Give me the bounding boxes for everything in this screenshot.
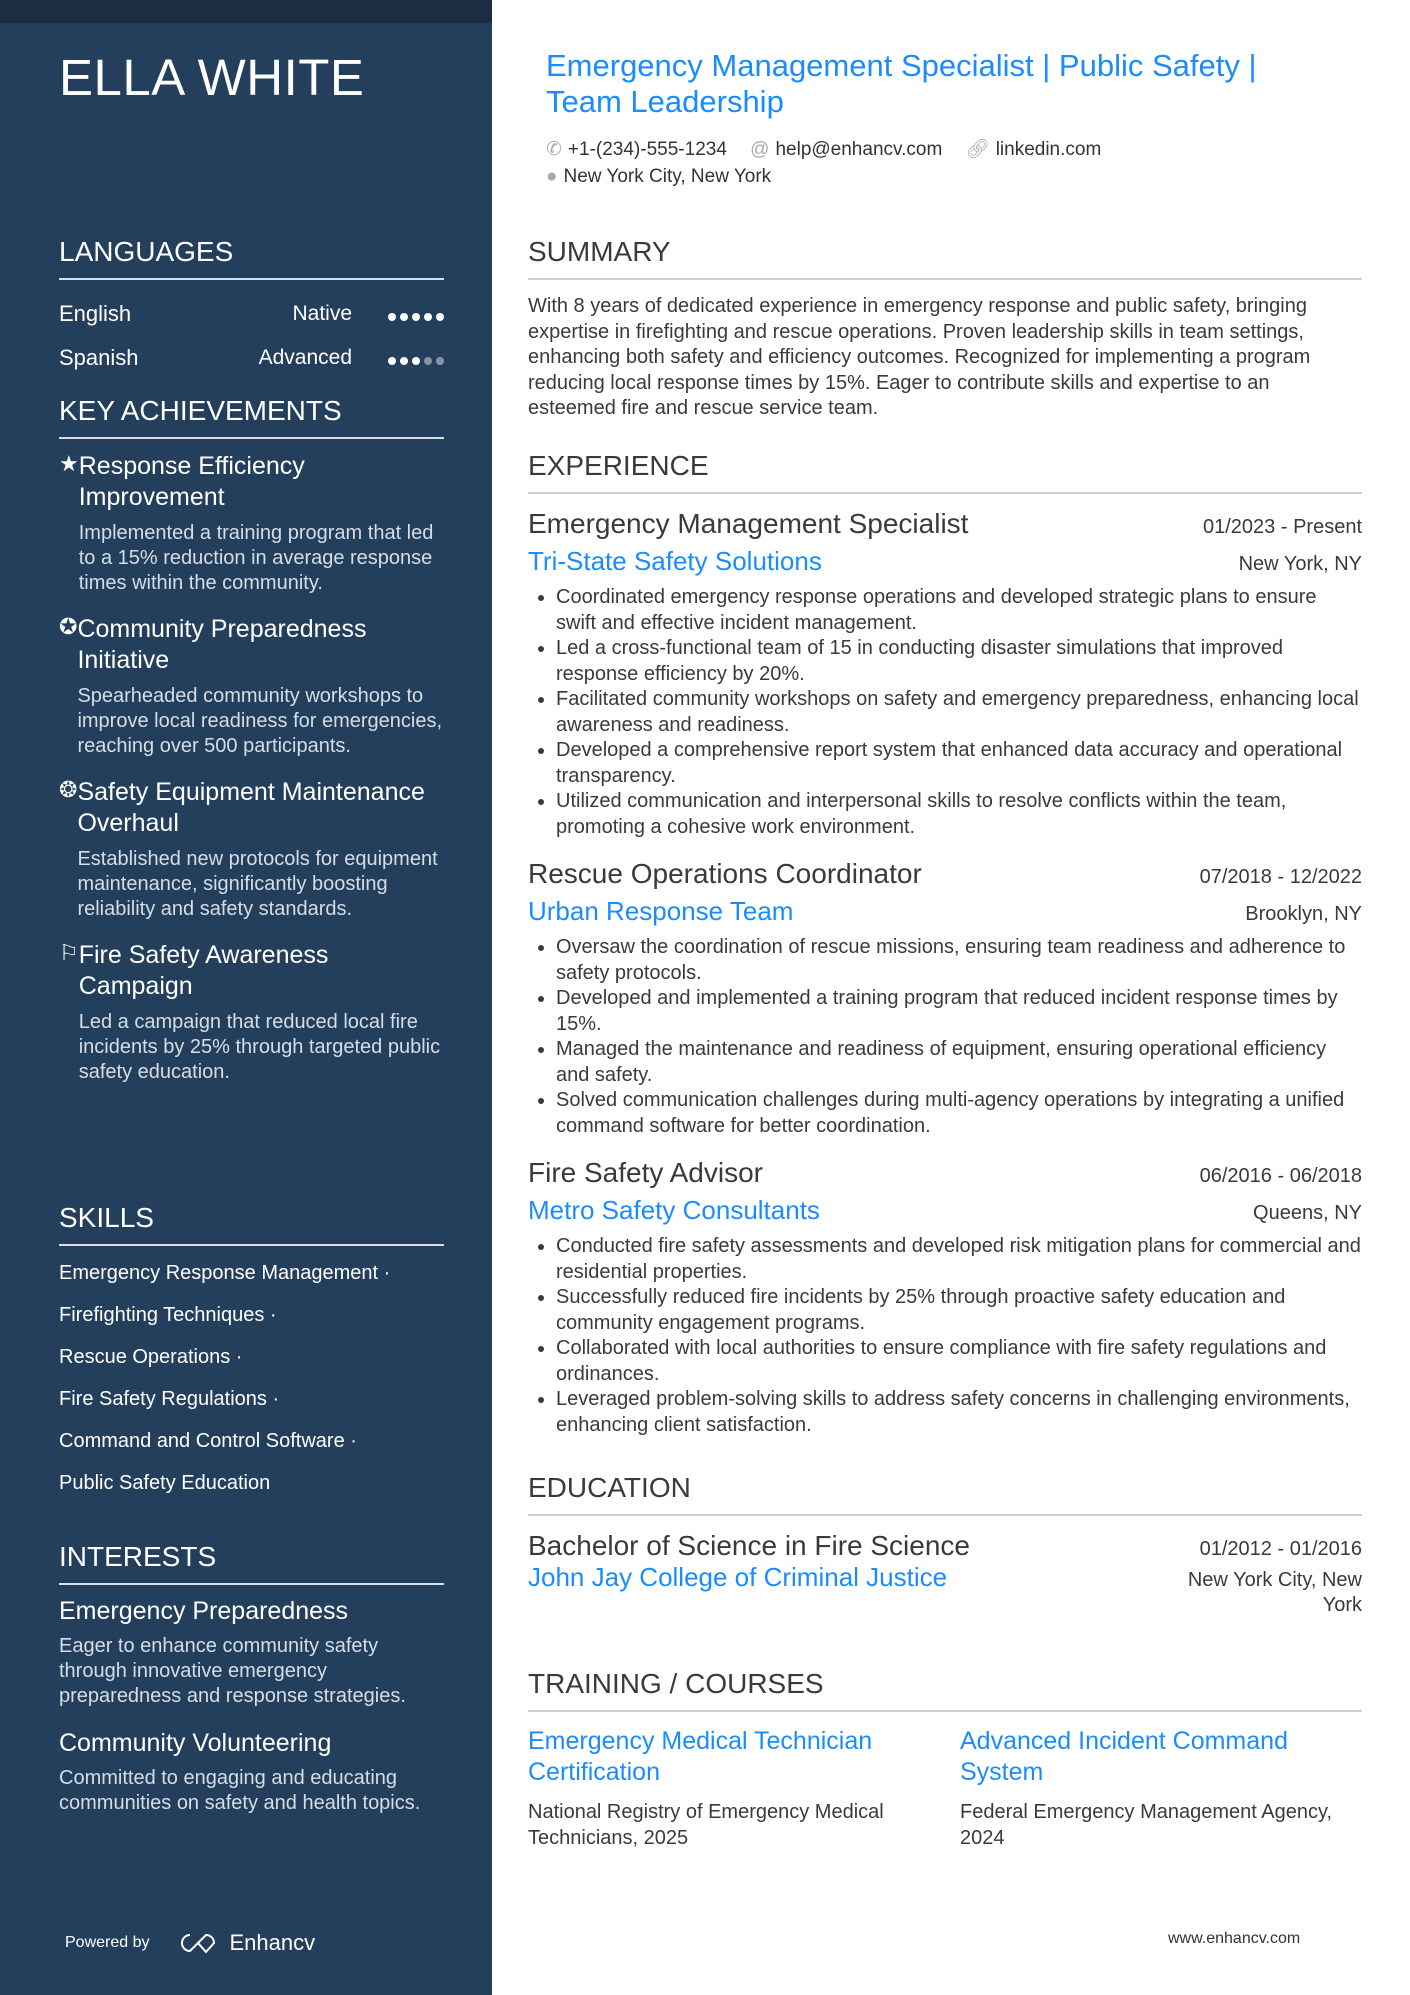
bullet-item: • Oversaw the coordination of rescue missions, ensuring team readiness and adherence to safety protocols. (556, 935, 1362, 986)
job-bullets (528, 585, 1362, 840)
summary-section (528, 236, 1362, 422)
training-section (528, 1668, 1362, 1851)
skill-item: Command and Control Software · (59, 1430, 357, 1452)
phone[interactable] (546, 139, 727, 160)
course-provider: National Registry of Emergency Medical Technicians, 2025 (528, 1801, 884, 1849)
job-bullets (528, 1234, 1362, 1438)
dot-icon (412, 357, 420, 365)
company-name: Metro Safety Consultants (528, 1195, 820, 1225)
star-icon: ★ (59, 451, 79, 476)
brand-name: Enhancv (229, 1930, 316, 1955)
bullet-item: • Coordinated emergency response operations and developed strategic plans to ensure swift and effective incident management. (556, 585, 1362, 636)
infinity-heart-icon (176, 1931, 222, 1955)
achievement-desc: Implemented a training program that led to a 15% reduction in average response times within the community. (78, 522, 434, 594)
section-title: EDUCATION (528, 1472, 1362, 1516)
achievement-title: Fire Safety Awareness Campaign (78, 941, 329, 1000)
location-pin-icon: ● (546, 166, 558, 187)
bullet-item: • Conducted fire safety assessments and developed risk mitigation plans for commercial and residential properties. (556, 1234, 1362, 1285)
link[interactable] (966, 139, 1102, 160)
language-item (59, 336, 444, 380)
section-title: INTERESTS (59, 1541, 444, 1585)
job-location: Queens, NY (1253, 1202, 1362, 1224)
job-bullets (528, 935, 1362, 1139)
section-title: EXPERIENCE (528, 450, 1362, 494)
job-title: Fire Safety Advisor (528, 1157, 763, 1188)
bullet-item: • Successfully reduced fire incidents by 25% through proactive safety education and community engagement programs. (556, 1285, 1362, 1336)
interest-desc: Committed to engaging and educating communities on safety and health topics. (59, 1767, 421, 1814)
course-provider: Federal Emergency Management Agency, 2024 (960, 1801, 1333, 1849)
dot-icon (400, 313, 408, 321)
job-entry (528, 858, 1362, 1139)
skill-item: Rescue Operations · (59, 1346, 243, 1368)
section-title: KEY ACHIEVEMENTS (59, 395, 444, 439)
at-icon: @ (750, 139, 770, 160)
flag-icon: ⚐ (59, 940, 79, 965)
dot-icon (400, 357, 408, 365)
bullet-item: • Facilitated community workshops on safety and emergency preparedness, enhancing local awareness and readiness. (556, 687, 1362, 738)
interest-desc: Eager to enhance community safety through innovative emergency preparedness and response strategies. (59, 1635, 406, 1707)
job-dates: 07/2018 - 12/2022 (1199, 866, 1362, 888)
bullet-item: • Managed the maintenance and readiness of equipment, ensuring operational efficiency and safety. (556, 1037, 1362, 1088)
job-dates: 01/2023 - Present (1203, 516, 1362, 538)
edu-location: New York City, New York (1187, 1569, 1362, 1616)
skill-item: Emergency Response Management · (59, 1262, 391, 1284)
language-name: Spanish (59, 345, 139, 370)
link-text: linkedin.com (995, 139, 1102, 160)
dot-icon (388, 313, 396, 321)
job-location: New York, NY (1238, 553, 1362, 575)
powered-label: Powered by (65, 1934, 150, 1951)
interests-section (59, 1541, 444, 1836)
course-title: Advanced Incident Command System (960, 1727, 1288, 1786)
language-level: Native (292, 302, 352, 325)
interest-title: Community Volunteering (59, 1729, 332, 1757)
achievement-desc: Led a campaign that reduced local fire incidents by 25% through targeted public safety education. (78, 1011, 441, 1083)
company-name: Urban Response Team (528, 896, 794, 926)
achievement-item (59, 614, 444, 759)
footer-url[interactable]: www.enhancv.com (1168, 1930, 1301, 1947)
phone-icon: ✆ (546, 139, 562, 160)
link-icon: 🔗︎ (965, 139, 990, 160)
bullet-item: • Developed a comprehensive report system that enhanced data accuracy and operational transparency. (556, 738, 1362, 789)
achievement-title: Response Efficiency Improvement (78, 452, 305, 511)
course-item (960, 1726, 1362, 1851)
achievement-desc: Established new protocols for equipment maintenance, significantly boosting reliability and safety standards. (77, 848, 438, 920)
language-level: Advanced (258, 346, 352, 369)
achievement-item (59, 451, 444, 596)
phone-text: +1-(234)-555-1234 (567, 139, 727, 160)
bullet-item: • Utilized communication and interpersonal skills to resolve conflicts within the team, promoting a cohesive work environment. (556, 789, 1362, 840)
dot-icon (412, 313, 420, 321)
school: John Jay College of Criminal Justice (528, 1562, 948, 1592)
enhancv-logo[interactable] (176, 1930, 316, 1956)
proficiency-dots (384, 345, 444, 371)
job-title: Emergency Management Specialist (528, 508, 969, 539)
bullet-item: • Collaborated with local authorities to ensure compliance with fire safety regulations and ordinances. (556, 1336, 1362, 1387)
top-strip (0, 0, 492, 23)
bullet-item: • Solved communication challenges during multi-agency operations by integrating a unified command software for better coordination. (556, 1088, 1362, 1139)
section-title: LANGUAGES (59, 236, 444, 280)
degree: Bachelor of Science in Fire Science (528, 1530, 970, 1561)
job-location: Brooklyn, NY (1245, 903, 1362, 925)
achievement-title: Safety Equipment Maintenance Overhaul (77, 778, 425, 837)
proficiency-dots (384, 301, 444, 327)
achievement-item (59, 940, 444, 1085)
award-icon: ✪ (59, 614, 78, 639)
job-dates: 06/2016 - 06/2018 (1199, 1165, 1362, 1187)
bullet-item: • Leveraged problem-solving skills to address safety concerns in challenging environments, enhancing client satisfaction. (556, 1387, 1362, 1438)
dot-icon (436, 313, 444, 321)
dot-icon (424, 357, 432, 365)
edu-dates: 01/2012 - 01/2016 (1199, 1538, 1362, 1560)
interest-title: Emergency Preparedness (59, 1597, 349, 1625)
summary-text: With 8 years of dedicated experience in emergency response and public safety, bringing expertise in firefighting and rescue operations. Proven leadership skills in team settings, enhancing both safety and efficiency outcomes. Recognized for implementing a program reducing local response times by 15%. Eager to contribute skills and expertise to an esteemed fire and rescue service team. (528, 295, 1311, 419)
bullet-item: • Led a cross-functional team of 15 in conducting disaster simulations that improved response efficiency by 20%. (556, 636, 1362, 687)
email[interactable] (750, 139, 942, 160)
skill-item: Fire Safety Regulations · (59, 1388, 280, 1410)
education-section (528, 1472, 1362, 1618)
languages-section (59, 236, 444, 380)
email-text: help@enhancv.com (775, 139, 943, 160)
job-entry (528, 508, 1362, 840)
section-title: SKILLS (59, 1202, 444, 1246)
achievement-title: Community Preparedness Initiative (77, 615, 367, 674)
language-name: English (59, 301, 132, 326)
dot-icon (424, 313, 432, 321)
candidate-name: ELLA WHITE (59, 49, 365, 106)
section-title: SUMMARY (528, 236, 1362, 280)
job-title: Rescue Operations Coordinator (528, 858, 922, 889)
sidebar (0, 0, 492, 1995)
job-entry (528, 1157, 1362, 1438)
location-text: New York City, New York (563, 166, 772, 187)
course-title: Emergency Medical Technician Certification (528, 1727, 873, 1786)
headline: Emergency Management Specialist | Public Safety | Team Leadership (546, 48, 1257, 119)
powered-by (65, 1930, 315, 1956)
language-item (59, 292, 444, 336)
achievement-desc: Spearheaded community workshops to improve local readiness for emergencies, reaching over 500 participants. (77, 685, 443, 757)
contact-info (546, 136, 1119, 190)
bullet-item: • Developed and implemented a training program that reduced incident response times by 15%. (556, 986, 1362, 1037)
section-title: TRAINING / COURSES (528, 1668, 1362, 1712)
dot-icon (388, 357, 396, 365)
course-item (528, 1726, 930, 1851)
experience-section (528, 450, 1362, 1456)
lightbulb-icon: ❂ (59, 777, 78, 802)
skill-item: Public Safety Education (59, 1472, 271, 1494)
achievement-item (59, 777, 444, 922)
skill-item: Firefighting Techniques · (59, 1304, 277, 1326)
achievements-section (59, 395, 444, 1103)
company-name: Tri-State Safety Solutions (528, 546, 822, 576)
skills-section (59, 1202, 444, 1510)
dot-icon (436, 357, 444, 365)
location (546, 166, 771, 187)
